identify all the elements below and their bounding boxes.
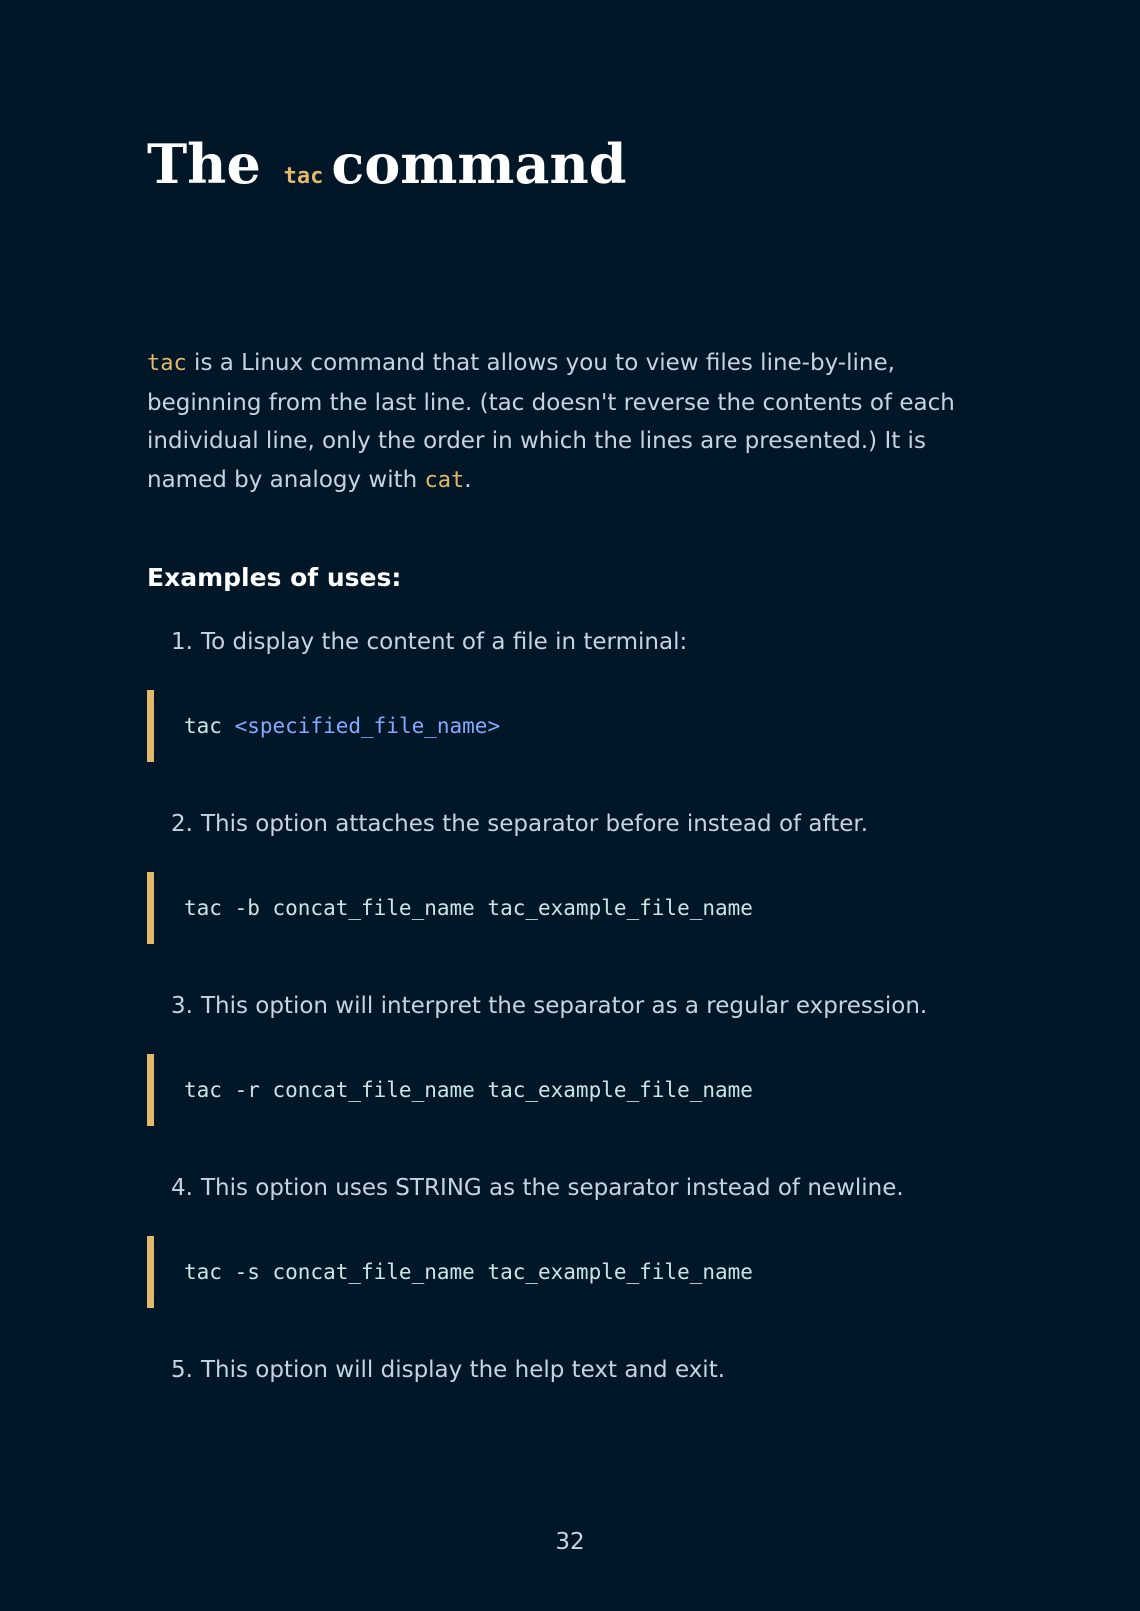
list-item-text: To display the content of a file in terminal: [200, 629, 688, 655]
title-code: tac [283, 164, 324, 189]
list-item-text: This option uses STRING as the separator instead of newline. [200, 1175, 904, 1201]
document-page [147, 0, 1007, 1611]
title-after: command [331, 132, 627, 196]
list-item [171, 624, 687, 660]
code-block [147, 872, 947, 944]
code-command: tac -s concat_file_name tac_example_file_name [184, 1260, 753, 1284]
list-item-number: 4. [171, 1175, 193, 1201]
list-item-number: 2. [171, 811, 193, 837]
list-item [171, 806, 868, 842]
intro-paragraph [147, 344, 997, 500]
code-command: tac [184, 714, 235, 738]
list-item-text: This option attaches the separator before instead of after. [200, 811, 869, 837]
list-item [171, 1170, 904, 1206]
code-block [147, 1236, 947, 1308]
list-item-text: This option will display the help text and exit. [200, 1357, 726, 1383]
title-before: The [147, 132, 261, 196]
code-argument: <specified_file_name> [234, 714, 501, 738]
list-item-number: 3. [171, 993, 193, 1019]
list-item-number: 5. [171, 1357, 193, 1383]
page-number: 32 [555, 1529, 585, 1555]
page-title [147, 128, 627, 213]
list-item-text: This option will interpret the separator as a regular expression. [200, 993, 928, 1019]
intro-code-tac: tac [147, 351, 187, 376]
intro-period: . [464, 466, 472, 493]
code-command: tac -r concat_file_name tac_example_file_name [184, 1078, 753, 1102]
section-heading: Examples of uses: [147, 563, 402, 592]
intro-text: is a Linux command that allows you to view files line-by-line, beginning from the last line. (tac doesn't reverse the contents of each individual line, only the order in which the lines are presented.) It is named by analogy with [147, 350, 955, 493]
list-item-number: 1. [171, 629, 193, 655]
code-command: tac -b concat_file_name tac_example_file_name [184, 896, 753, 920]
code-block [147, 690, 947, 762]
list-item [171, 1352, 725, 1388]
list-item [171, 988, 927, 1024]
intro-code-cat: cat [424, 467, 465, 493]
code-block [147, 1054, 947, 1126]
